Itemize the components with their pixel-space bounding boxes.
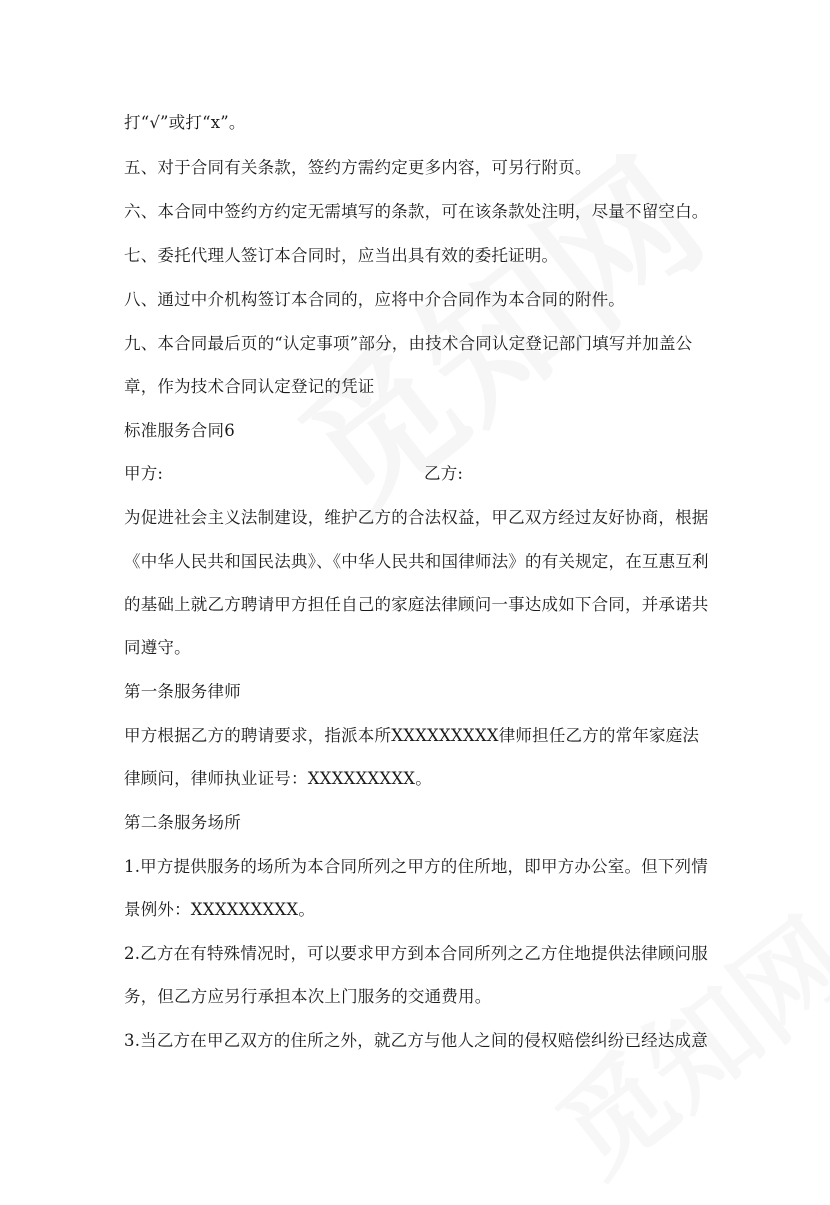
article-two-item-2: 务，但乙方应另行承担本次上门服务的交通费用。 xyxy=(124,987,492,1006)
preamble-line: 《中华人民共和国民法典》、《中华人民共和国律师法》的有关规定，在互惠互利 xyxy=(124,552,709,571)
article-two-item-1: 1.甲方提供服务的场所为本合同所列之甲方的住所地，即甲方办公室。但下列情 xyxy=(124,857,708,876)
text-line: 打“√”或打“x”。 xyxy=(124,113,246,132)
preamble-line: 同遵守。 xyxy=(124,638,191,657)
clause-nine-cont: 章，作为技术合同认定登记的凭证 xyxy=(124,377,375,396)
party-a-label: 甲方: xyxy=(124,464,164,483)
article-two-item-3: 3.当乙方在甲乙双方的住所之外，就乙方与他人之间的侵权赔偿纠纷已经达成意 xyxy=(124,1031,708,1050)
article-two-item-2: 2.乙方在有特殊情况时，可以要求甲方到本合同所列之乙方住地提供法律顾问服 xyxy=(124,944,708,963)
clause-nine: 九、本合同最后页的“认定事项”部分，由技术合同认定登记部门填写并加盖公 xyxy=(124,334,693,353)
preamble-line: 为促进社会主义法制建设，维护乙方的合法权益，甲乙双方经过友好协商，根据 xyxy=(124,508,709,527)
article-one-heading: 第一条服务律师 xyxy=(124,682,241,701)
clause-five: 五、对于合同有关条款，签约方需约定更多内容，可另行附页。 xyxy=(124,158,592,177)
preamble-line: 的基础上就乙方聘请甲方担任自己的家庭法律顾问一事达成如下合同，并承诺共 xyxy=(124,595,709,614)
article-two-heading: 第二条服务场所 xyxy=(124,813,241,832)
article-one-text: 甲方根据乙方的聘请要求，指派本所XXXXXXXXX律师担任乙方的常年家庭法 xyxy=(124,726,700,745)
clause-seven: 七、委托代理人签订本合同时，应当出具有效的委托证明。 xyxy=(124,246,559,265)
contract-title: 标准服务合同6 xyxy=(124,421,235,440)
clause-eight: 八、通过中介机构签订本合同的，应将中介合同作为本合同的附件。 xyxy=(124,290,625,309)
clause-six: 六、本合同中签约方约定无需填写的条款，可在该条款处注明，尽量不留空白。 xyxy=(124,202,709,221)
article-one-text: 律顾问，律师执业证号：XXXXXXXXX。 xyxy=(124,769,432,788)
party-b-label: 乙方: xyxy=(424,464,464,483)
article-two-item-1: 景例外：XXXXXXXXX。 xyxy=(124,900,316,919)
parties-row xyxy=(124,463,714,485)
